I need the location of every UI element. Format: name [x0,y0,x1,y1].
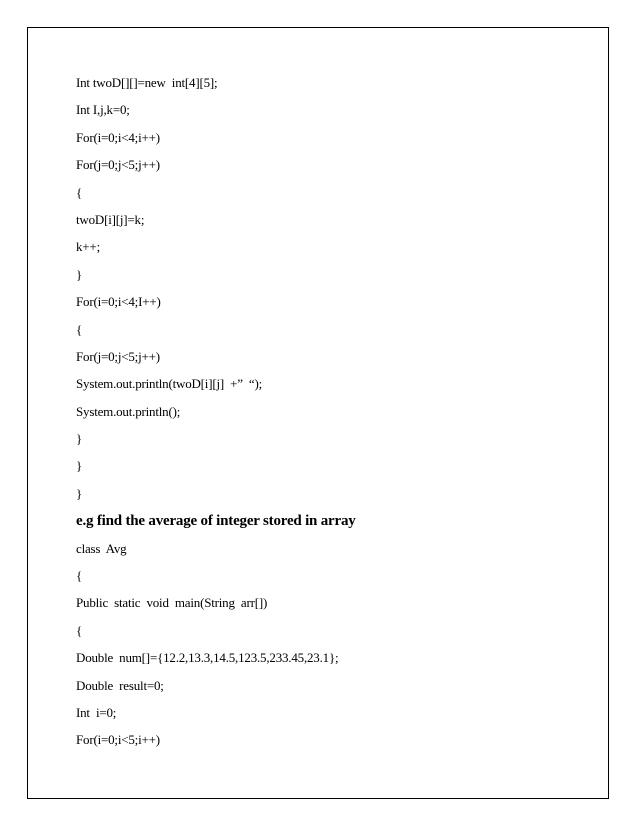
code-line: } [76,266,83,282]
code-line: For(i=0;i<4;i++) [76,129,160,145]
code-line: Int I,j,k=0; [76,102,130,118]
code-line: For(j=0;j<5;j++) [76,157,160,173]
code-line: For(j=0;j<5;j++) [76,348,160,364]
code-line: { [76,568,83,584]
code-line: Int i=0; [76,704,117,720]
code-line: For(i=0;i<5;i++) [76,732,160,748]
code-line: { [76,622,83,638]
code-line: k++; [76,239,100,255]
code-line: Double result=0; [76,677,164,693]
code-line: Int twoD[][]=new int[4][5]; [76,75,218,90]
section-heading: e.g find the average of integer stored in array [76,513,356,530]
code-line: class Avg [76,540,127,556]
document-body [76,74,596,759]
code-line: twoD[i][j]=k; [76,211,145,227]
code-line: { [76,184,83,200]
code-line: For(i=0;i<4;I++) [76,294,161,310]
code-line: } [76,485,83,501]
code-line: { [76,321,83,337]
code-line: } [76,431,83,447]
code-line: System.out.println(twoD[i][j] +” “); [76,376,263,392]
code-line: } [76,458,83,474]
code-line: Public static void main(String arr[]) [76,595,268,611]
code-line: System.out.println(); [76,403,181,419]
code-line: Double num[]={12.2,13.3,14.5,123.5,233.45,23.1}; [76,650,339,666]
